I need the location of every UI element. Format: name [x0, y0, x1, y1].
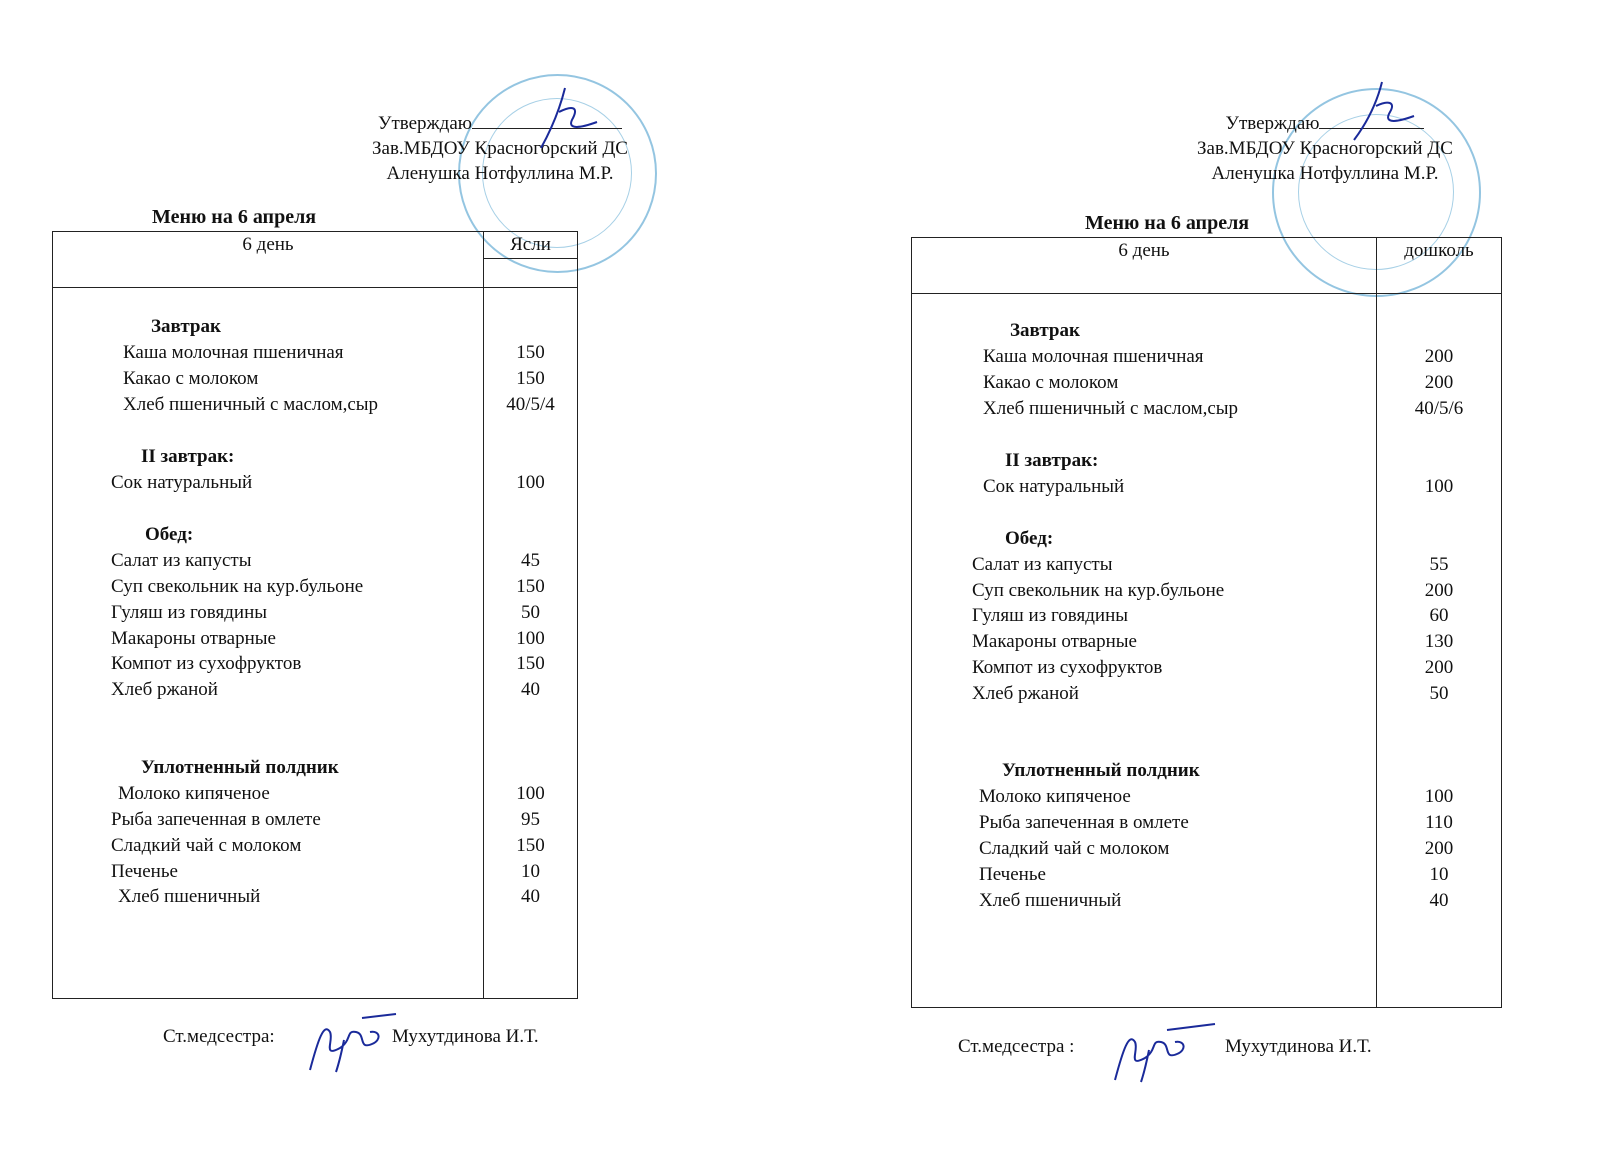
portion-value: 10 [1429, 864, 1449, 885]
portion-value: 150 [516, 835, 545, 856]
section-heading: II завтрак: [141, 446, 235, 467]
menu-item-name: Компот из сухофруктов [111, 653, 302, 674]
portion-value: 40 [521, 886, 540, 907]
portion-value: 95 [521, 809, 540, 830]
menu-item-name: Печенье [111, 861, 178, 882]
menu-item-name: Каша молочная пшеничная [123, 342, 344, 363]
menu-table [911, 237, 1502, 1008]
approval-block [340, 110, 660, 186]
menu-item-name: Сок натуральный [983, 476, 1125, 497]
menu-item-name: Сладкий чай с молоком [111, 835, 302, 856]
portion-value: 45 [521, 550, 540, 571]
approval-block [1160, 110, 1490, 186]
portion-value: 55 [1429, 554, 1449, 575]
nurse-role: Ст.медсестра: [163, 1026, 275, 1047]
menu-item-name: Хлеб ржаной [972, 683, 1079, 704]
approve-word: Утверждаю [378, 113, 472, 134]
approve-word: Утверждаю [1225, 113, 1320, 134]
section-heading: II завтрак: [1005, 450, 1099, 471]
nurse-name: Мухутдинова И.Т. [392, 1026, 539, 1047]
portion-value: 150 [516, 653, 545, 674]
portion-value: 150 [516, 342, 545, 363]
section-heading: Завтрак [1010, 320, 1080, 341]
portion-value: 100 [516, 783, 545, 804]
menu-item-name: Хлеб пшеничный [979, 890, 1122, 911]
portion-value: 50 [1429, 683, 1449, 704]
portion-value: 100 [1424, 476, 1454, 497]
menu-table [52, 231, 578, 999]
menu-item-name: Сладкий чай с молоком [979, 838, 1170, 859]
section-heading: Завтрак [151, 316, 221, 337]
portion-value: 40 [521, 679, 540, 700]
day-header: 6 день [242, 234, 294, 255]
section-heading: Уплотненный полдник [1002, 760, 1200, 781]
menu-item-name: Сок натуральный [111, 472, 253, 493]
portion-value: 100 [516, 628, 545, 649]
portion-value: 60 [1429, 605, 1449, 626]
group-header: дошколь [1404, 240, 1474, 261]
director-signature-icon [1330, 78, 1420, 148]
section-heading: Обед: [145, 524, 194, 545]
portion-value: 200 [1424, 372, 1454, 393]
portion-value: 50 [521, 602, 540, 623]
menu-item-name: Гуляш из говядины [972, 605, 1128, 626]
menu-title: Меню на 6 апреля [152, 206, 317, 228]
portion-value: 200 [1424, 657, 1454, 678]
portion-value: 40/5/6 [1414, 398, 1464, 419]
menu-item-name: Хлеб пшеничный с маслом,сыр [983, 398, 1239, 419]
portion-value: 200 [1424, 346, 1454, 367]
menu-item-name: Каша молочная пшеничная [983, 346, 1204, 367]
portion-value: 150 [516, 576, 545, 597]
menu-item-name: Какао с молоком [123, 368, 259, 389]
approve-position: Зав.МБДОУ Красногорский ДС [1197, 138, 1453, 159]
director-signature-icon [515, 82, 605, 152]
menu-item-name: Рыба запеченная в омлете [111, 809, 321, 830]
menu-item-name: Макароны отварные [972, 631, 1137, 652]
portion-value: 200 [1424, 838, 1454, 859]
portion-value: 10 [521, 861, 540, 882]
section-heading: Уплотненный полдник [141, 757, 339, 778]
menu-item-name: Гуляш из говядины [111, 602, 267, 623]
group-header: Ясли [510, 234, 551, 255]
portion-value: 110 [1425, 812, 1453, 833]
menu-item-name: Макароны отварные [111, 628, 276, 649]
portion-value: 100 [516, 472, 545, 493]
menu-item-name: Рыба запеченная в омлете [979, 812, 1189, 833]
menu-title: Меню на 6 апреля [1085, 212, 1250, 234]
portion-value: 40 [1429, 890, 1449, 911]
menu-item-name: Какао с молоком [983, 372, 1119, 393]
day-header: 6 день [1118, 240, 1170, 261]
menu-item-name: Молоко кипяченое [118, 783, 270, 804]
portion-value: 40/5/4 [506, 394, 555, 415]
menu-item-name: Хлеб пшеничный [118, 886, 261, 907]
menu-item-name: Суп свекольник на кур.бульоне [111, 576, 364, 597]
menu-item-name: Компот из сухофруктов [972, 657, 1163, 678]
portion-value: 130 [1424, 631, 1454, 652]
menu-item-name: Молоко кипяченое [979, 786, 1131, 807]
menu-item-name: Салат из капусты [111, 550, 252, 571]
portion-value: 200 [1424, 580, 1454, 601]
menu-item-name: Хлеб пшеничный с маслом,сыр [123, 394, 379, 415]
nurse-name: Мухутдинова И.Т. [1225, 1036, 1372, 1057]
nurse-signature-icon [1105, 1020, 1220, 1090]
approve-name: Аленушка Нотфуллина М.Р. [1211, 163, 1439, 184]
menu-item-name: Суп свекольник на кур.бульоне [972, 580, 1225, 601]
approve-name: Аленушка Нотфуллина М.Р. [386, 163, 614, 184]
section-heading: Обед: [1005, 528, 1054, 549]
menu-item-name: Хлеб ржаной [111, 679, 218, 700]
portion-value: 150 [516, 368, 545, 389]
menu-item-name: Печенье [979, 864, 1046, 885]
portion-value: 100 [1424, 786, 1454, 807]
menu-item-name: Салат из капусты [972, 554, 1113, 575]
nurse-signature-icon [300, 1010, 400, 1080]
approve-position: Зав.МБДОУ Красногорский ДС [372, 138, 628, 159]
nurse-role: Ст.медсестра : [958, 1036, 1075, 1057]
